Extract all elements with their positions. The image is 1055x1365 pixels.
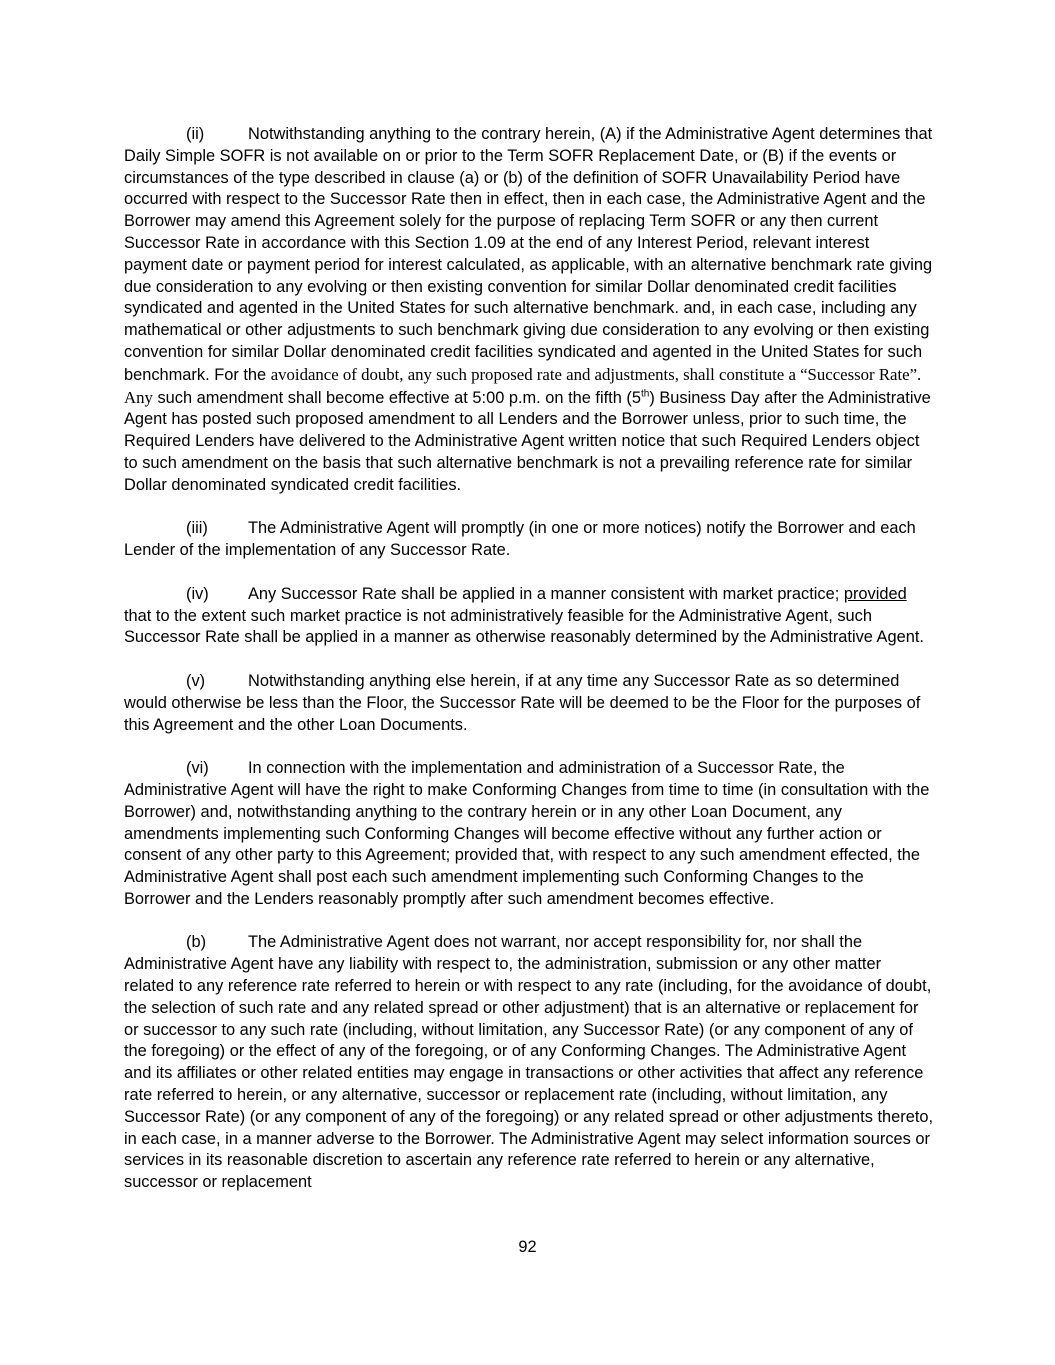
paragraph-label: (iii) [186, 519, 208, 538]
paragraph-text: that to the extent such market practice is not administratively feasible for the Administrative Agent, such Successor Rate shall be applied in a manner as otherwise reasonably determined by the Administrative Agent. [124, 606, 924, 647]
paragraph-text: The Administrative Agent does not warrant, nor accept responsibility for, nor shall the Administrative Agent have any liability with respect to, the administration, submission or any other matter related to any reference rate referred to herein or with respect to any rate (including, for the avoidance of doubt, the selection of such rate and any related spread or other adjustment) that is an alternative or replacement for or successor to any such rate (including, without limitation, any Successor Rate) (or any component of any of the foregoing) or the effect of any of the foregoing, or of any Conforming Changes. The Administrative Agent and its affiliates or other related entities may engage in transactions or other activities that affect any reference rate referred to herein, or any alternative, successor or replacement rate (including, without limitation, any Successor Rate) (or any component of any of the foregoing) or any related spread or other adjustments thereto, in each case, in a manner adverse to the Borrower. The Administrative Agent may select information sources or services in its reasonable discretion to ascertain any reference rate referred to herein or any alternative, successor or replacement [124, 933, 934, 1192]
paragraph-iv [124, 584, 934, 649]
paragraph-label: (ii) [186, 125, 205, 143]
paragraph-text: Any Successor Rate shall be applied in a manner consistent with market practice; [248, 584, 840, 603]
document-body [124, 124, 934, 1216]
paragraph-text: Notwithstanding anything else herein, if at any time any Successor Rate as so determined would otherwise be less than the Floor, the Successor Rate will be deemed to be the Floor for the purposes of this Agreement and the other Loan Documents. [124, 671, 921, 734]
paragraph-text: In connection with the implementation and administration of a Successor Rate, the Administrative Agent will have the right to make Conforming Changes from time to time (in consultation with the Borrower) and, notwithstanding anything to the contrary herein or in any other Loan Document, any amendments implementing such Conforming Changes will become effective without any further action or consent of any other party to this Agreement; provided that, with respect to any such amendment effected, the Administrative Agent shall post each such amendment implementing such Conforming Changes to the Borrower and the Lenders reasonably promptly after such amendment becomes effective. [124, 759, 930, 908]
paragraph-b [124, 932, 934, 1194]
paragraph-text: The Administrative Agent will promptly (in one or more notices) notify the Borrower and each Lender of the implementation of any Successor Rate. [124, 519, 916, 560]
paragraph-label: (iv) [186, 584, 209, 603]
page-number: 92 [518, 1238, 537, 1256]
paragraph-v [124, 671, 934, 736]
paragraph-label: (vi) [186, 759, 209, 778]
paragraph-text: ) Business Day after the Administrative Agent has posted such proposed amendment to all Lenders and the Borrower unless, prior to such time, the Required Lenders have delivered to the Administrative Agent written notice that such Required Lenders object to such amendment on the basis that such alternative benchmark is not a prevailing reference rate for similar Dollar denominated syndicated credit facilities. [124, 388, 931, 494]
paragraph-vi [124, 758, 934, 911]
paragraph-text-serif: avoidance of doubt, any such proposed rate and adjustments, shall constitute a “Successor Rate”. Any [124, 364, 922, 407]
paragraph-label: (b) [186, 933, 207, 952]
paragraph-iii [124, 518, 934, 562]
paragraph-text: Notwithstanding anything to the contrary herein, (A) if the Administrative Agent determines that Daily Simple SOFR is not available on or prior to the Term SOFR Replacement Date, or (B) if the events or circumstances of the type described in clause (a) or (b) of the definition of SOFR Unavailability Period have occurred with respect to the Successor Rate then in effect, then in each case, the Administrative Agent and the Borrower may amend this Agreement solely for the purpose of replacing Term SOFR or any then current Successor Rate in accordance with this Section 1.09 at the end of any Interest Period, relevant interest payment date or payment period for interest calculated, as applicable, with an alternative benchmark rate giving due consideration to any evolving or then existing convention for similar Dollar denominated credit facilities syndicated and agented in the United States for such alternative benchmark. and, in each case, including any mathematical or other adjustments to such benchmark giving due consideration to any evolving or then existing convention for similar Dollar denominated credit facilities syndicated and agented in the United States for such benchmark. For the [124, 125, 933, 384]
paragraph-ii [124, 124, 934, 497]
paragraph-label: (v) [186, 671, 206, 690]
underlined-term: provided [843, 584, 907, 603]
paragraph-text: such amendment shall become effective at 5:00 p.m. on the fifth (5 [157, 388, 641, 407]
superscript: th [640, 388, 650, 400]
